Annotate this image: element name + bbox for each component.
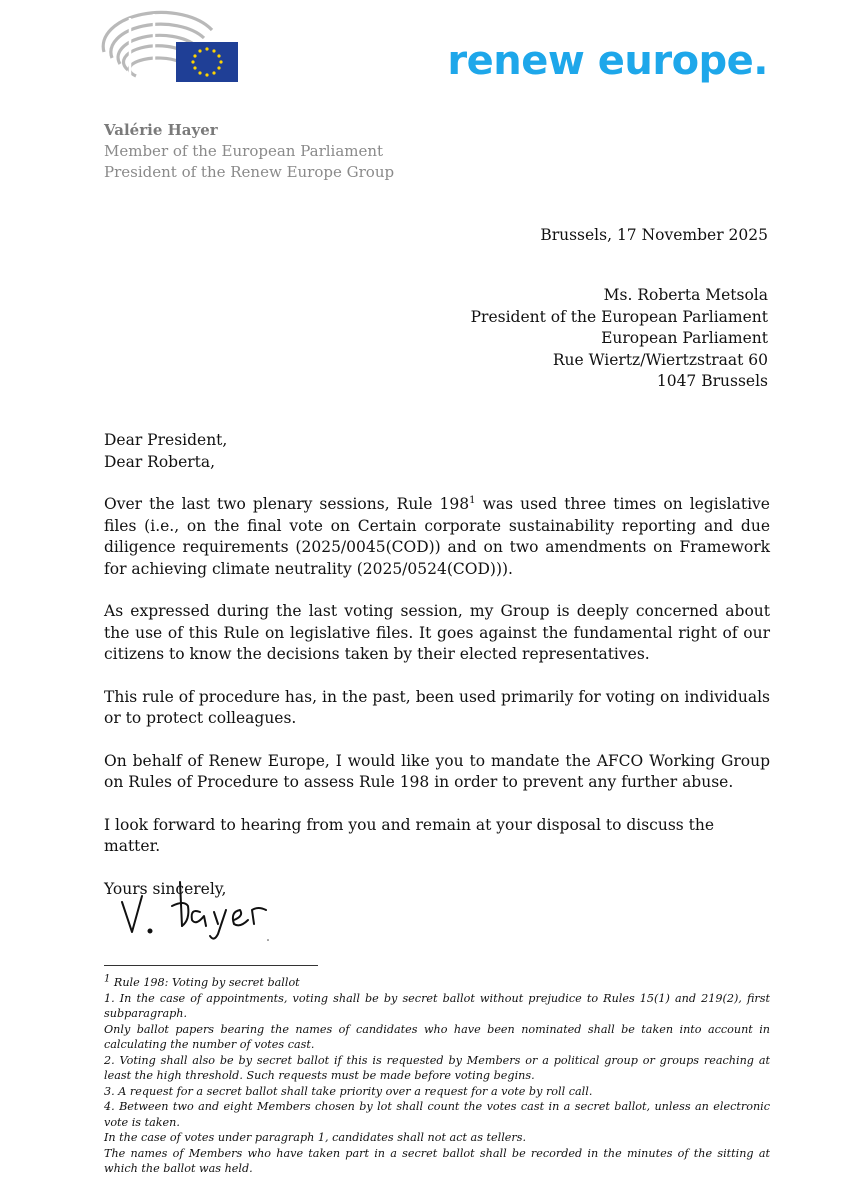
paragraph-1-start: Over the last two plenary sessions, Rule 198 [104, 495, 470, 513]
footnote-line-6: In the case of votes under paragraph 1, candidates shall not act as tellers. [104, 1131, 527, 1144]
paragraph-2: As expressed during the last voting session, my Group is deeply concerned about the use of this Rule on legislative files. It goes against the fundamental right of our citizens to know the decisions taken by their elected representatives. [104, 602, 770, 663]
footnote-line-4: 3. A request for a secret ballot shall take priority over a request for a vote by roll call. [104, 1084, 593, 1098]
closing: Yours sincerely, [104, 879, 227, 898]
paragraph-4: On behalf of Renew Europe, I would like you to mandate the AFCO Working Group on Rules of Procedure to assess Rule 198 in order to prevent any further abuse. [104, 751, 770, 791]
sender-name: Valérie Hayer [104, 121, 218, 139]
letter-body [104, 430, 770, 900]
footnote-line-7: The names of Members who have taken part in a secret ballot shall be recorded in the minutes of the sitting at which the ballot was held. [104, 1146, 770, 1175]
footnote-line-3: 2. Voting shall also be by secret ballot if this is requested by Members or a political group or groups reaching at least the high threshold. Such requests must be made before voting begins. [104, 1053, 770, 1082]
footnote-number: 1 [104, 973, 111, 985]
paragraph-1-end: was used three times on legislative files (i.e., on the final vote on Certain corporate sustainability reporting and due diligence requirements (2025/0045(COD)) and on two amendments on Framework for achieving climate neutrality (2025/0524(COD))). [104, 495, 770, 578]
paragraph-3: This rule of procedure has, in the past, been used primarily for voting on individuals or to protect colleagues. [104, 687, 770, 727]
footnote-line-5: 4. Between two and eight Members chosen by lot shall count the votes cast in a secret ballot, unless an electronic vote is taken. [104, 1100, 770, 1129]
handwritten-signature [118, 876, 288, 946]
recipient-institution: European Parliament [601, 329, 768, 347]
recipient-block [471, 285, 768, 393]
footnote-title [104, 975, 770, 991]
recipient-street: Rue Wiertz/Wiertzstraat 60 [552, 350, 768, 369]
salutation-1: Dear President, [104, 431, 228, 449]
footnote-line-1: 1. In the case of appointments, voting shall be by secret ballot without prejudice to Rules 15(1) and 219(2), first subparagraph. [104, 991, 770, 1020]
paragraph-1 [104, 494, 770, 580]
european-parliament-logo [100, 8, 240, 82]
footnote-line-2: Only ballot papers bearing the names of candidates who have been nominated shall be taken into account in calculating the number of votes cast. [104, 1022, 770, 1051]
sender-block [104, 120, 394, 183]
recipient-name: Ms. Roberta Metsola [603, 286, 768, 304]
sender-title-2: President of the Renew Europe Group [104, 163, 395, 181]
salutation-2: Dear Roberta, [104, 452, 216, 471]
renew-europe-logo: renew europe. [447, 38, 768, 84]
recipient-title: President of the European Parliament [470, 307, 768, 326]
place-date: Brussels, 17 November 2025 [540, 226, 768, 244]
paragraph-5: I look forward to hearing from you and remain at your disposal to discuss the matter. [104, 815, 715, 855]
footnote-title-text: Rule 198: Voting by secret ballot [110, 976, 300, 989]
sender-title-1: Member of the European Parliament [104, 142, 384, 160]
footnote-divider [104, 965, 318, 966]
footnotes [104, 975, 770, 1177]
footnote-ref: 1 [469, 494, 476, 506]
recipient-city: 1047 Brussels [656, 372, 768, 390]
